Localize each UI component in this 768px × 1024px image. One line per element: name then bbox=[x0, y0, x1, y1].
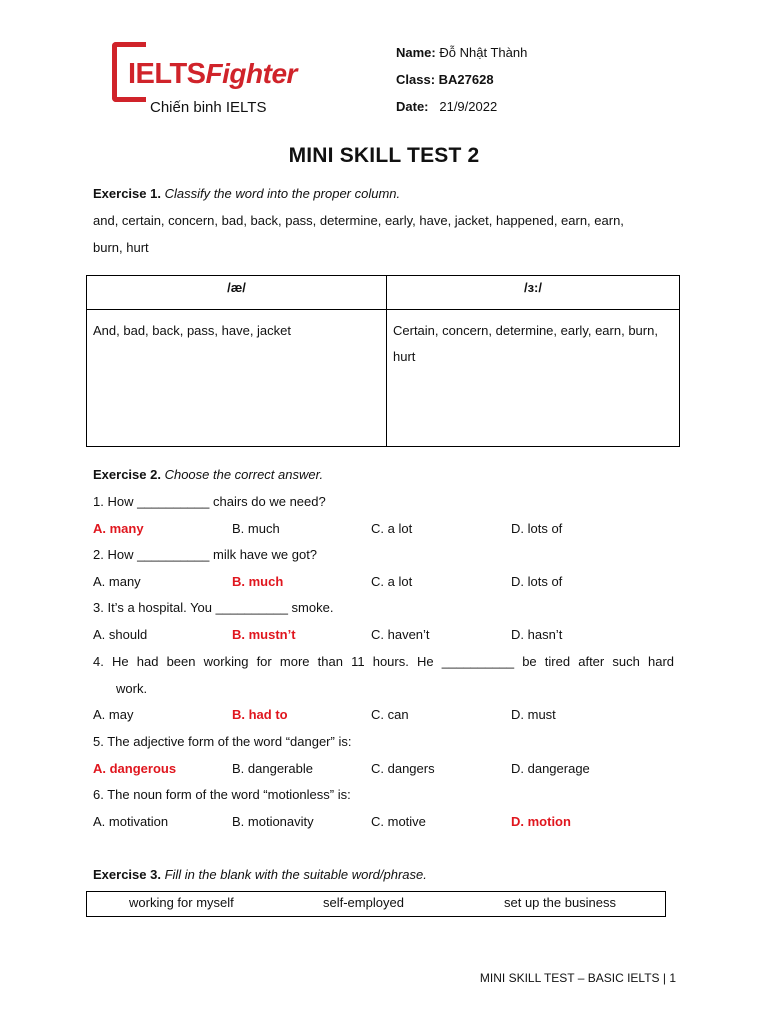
q4-option-b-correct: B. had to bbox=[232, 707, 288, 722]
column-answer-ae: And, bad, back, pass, have, jacket bbox=[87, 310, 387, 447]
question-5: 5. The adjective form of the word “danger” is: bbox=[93, 734, 352, 749]
q1-option-a-correct: A. many bbox=[93, 521, 144, 536]
q3-option-d: D. hasn’t bbox=[511, 627, 563, 642]
word-bank-item: set up the business bbox=[504, 895, 617, 910]
question-2: 2. How __________ milk have we got? bbox=[93, 547, 318, 562]
q2-option-d: D. lots of bbox=[511, 574, 563, 589]
column-header-ae: /æ/ bbox=[87, 276, 387, 310]
column-header-er: /ɜ:/ bbox=[387, 276, 680, 310]
question-4-line-2: work. bbox=[116, 681, 148, 696]
exercise-3-heading: Exercise 3. Fill in the blank with the suitable word/phrase. bbox=[93, 867, 427, 882]
q1-option-b: B. much bbox=[232, 521, 280, 536]
q2-option-a: A. many bbox=[93, 574, 141, 589]
q3-option-a: A. should bbox=[93, 627, 148, 642]
ielts-fighter-logo: IELTSFighter bbox=[128, 58, 297, 90]
student-class: Class: BA27628 bbox=[396, 72, 494, 87]
question-1: 1. How __________ chairs do we need? bbox=[93, 494, 326, 509]
exercise-1-word-list-line-1: and, certain, concern, bad, back, pass, determine, early, have, jacket, happened, earn, earn, bbox=[93, 213, 624, 228]
q1-option-c: C. a lot bbox=[371, 521, 413, 536]
test-date: Date: 21/9/2022 bbox=[396, 99, 498, 114]
page-title: MINI SKILL TEST 2 bbox=[288, 144, 480, 167]
student-name: Name: Đỗ Nhật Thành bbox=[396, 45, 528, 60]
q5-option-c: C. dangers bbox=[371, 761, 435, 776]
q3-option-c: C. haven’t bbox=[371, 627, 430, 642]
exercise-1-heading: Exercise 1. Classify the word into the proper column. bbox=[93, 186, 401, 201]
classification-table bbox=[86, 275, 680, 447]
column-answer-er: Certain, concern, determine, early, earn, burn, hurt bbox=[387, 310, 680, 447]
word-bank-item: self-employed bbox=[323, 895, 404, 910]
question-6: 6. The noun form of the word “motionless” is: bbox=[93, 787, 351, 802]
word-bank-item: working for myself bbox=[129, 895, 234, 910]
q4-option-d: D. must bbox=[511, 707, 556, 722]
q6-option-d-correct: D. motion bbox=[511, 814, 571, 829]
q4-option-a: A. may bbox=[93, 707, 134, 722]
q2-option-b-correct: B. much bbox=[232, 574, 284, 589]
exercise-1-word-list-line-2: burn, hurt bbox=[93, 240, 149, 255]
q5-option-d: D. dangerage bbox=[511, 761, 590, 776]
q5-option-b: B. dangerable bbox=[232, 761, 313, 776]
q4-option-c: C. can bbox=[371, 707, 409, 722]
q6-option-b: B. motionavity bbox=[232, 814, 314, 829]
word-bank-box bbox=[86, 891, 666, 917]
page-footer: MINI SKILL TEST – BASIC IELTS | 1 bbox=[479, 971, 676, 985]
q6-option-a: A. motivation bbox=[93, 814, 169, 829]
q6-option-c: C. motive bbox=[371, 814, 426, 829]
q2-option-c: C. a lot bbox=[371, 574, 413, 589]
q1-option-d: D. lots of bbox=[511, 521, 563, 536]
q3-option-b-correct: B. mustn’t bbox=[232, 627, 296, 642]
exercise-2-heading: Exercise 2. Choose the correct answer. bbox=[93, 467, 324, 482]
question-3: 3. It’s a hospital. You __________ smoke. bbox=[93, 600, 334, 615]
logo-tagline: Chiến binh IELTS bbox=[150, 99, 267, 116]
question-4-line-1: 4. He had been working for more than 11 hours. He __________ be tired after such hard bbox=[93, 654, 674, 669]
q5-option-a-correct: A. dangerous bbox=[93, 761, 177, 776]
